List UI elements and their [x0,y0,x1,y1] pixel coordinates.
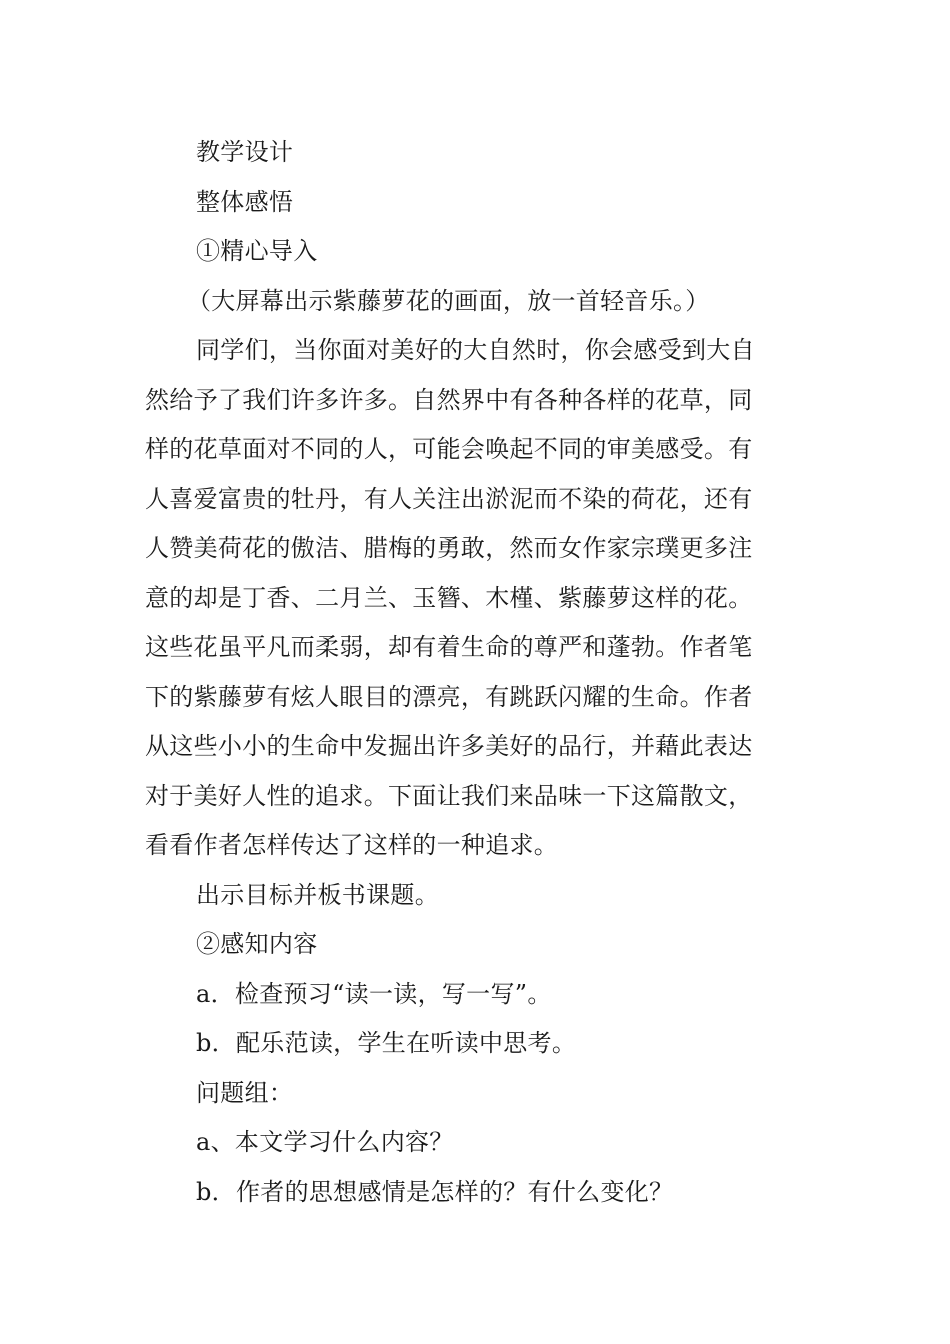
intro-paragraph [145,326,805,871]
list-item-b: b．配乐范读，学生在听读中思考。 [196,1029,577,1057]
paragraph-line: 然给予了我们许多许多。自然界中有各种各样的花草，同 [145,385,753,414]
paragraph-line: 从这些小小的生命中发掘出许多美好的品行，并藉此表达 [145,732,753,760]
step-2-title: ②感知内容 [196,930,318,958]
paragraph-line: 同学们，当你面对美好的大自然时，你会感受到大自 [196,336,755,364]
paragraph-line: 下的紫藤萝有炫人眼目的漂亮，有跳跃闪耀的生命。作者 [145,682,753,711]
paragraph-line: 人赞美荷花的傲洁、腊梅的勇敢，然而女作家宗璞更多注 [145,534,753,562]
paragraph-line: 对于美好人性的追求。下面让我们来品味一下这篇散文， [145,781,753,810]
paragraph-line: 意的却是丁香、二月兰、玉簪、木槿、紫藤萝这样的花。 [145,583,753,612]
stage-note: （大屏幕出示紫藤萝花的画面，放一首轻音乐。） [187,286,710,315]
board-note: 出示目标并板书课题。 [196,880,439,909]
paragraph-line: 样的花草面对不同的人，可能会唤起不同的审美感受。有 [145,435,753,463]
list-item-a: a．检查预习“读一读，写一写”。 [196,979,552,1008]
document-page [145,128,805,1217]
question-a: a、本文学习什么内容？ [196,1128,454,1156]
paragraph-line: 这些花虽平凡而柔弱，却有着生命的尊严和蓬勃。作者笔 [145,633,753,661]
paragraph-line: 人喜爱富贵的牡丹，有人关注出淤泥而不染的荷花，还有 [145,484,753,513]
doc-heading: 教学设计 [196,138,294,166]
step-1-title: ①精心导入 [196,237,318,265]
question-b: b．作者的思想感情是怎样的？有什么变化？ [196,1177,674,1206]
question-group-label: 问题组： [196,1078,294,1107]
paragraph-line: 看看作者怎样传达了这样的一种追求。 [145,831,559,859]
section-title: 整体感悟 [196,187,294,216]
